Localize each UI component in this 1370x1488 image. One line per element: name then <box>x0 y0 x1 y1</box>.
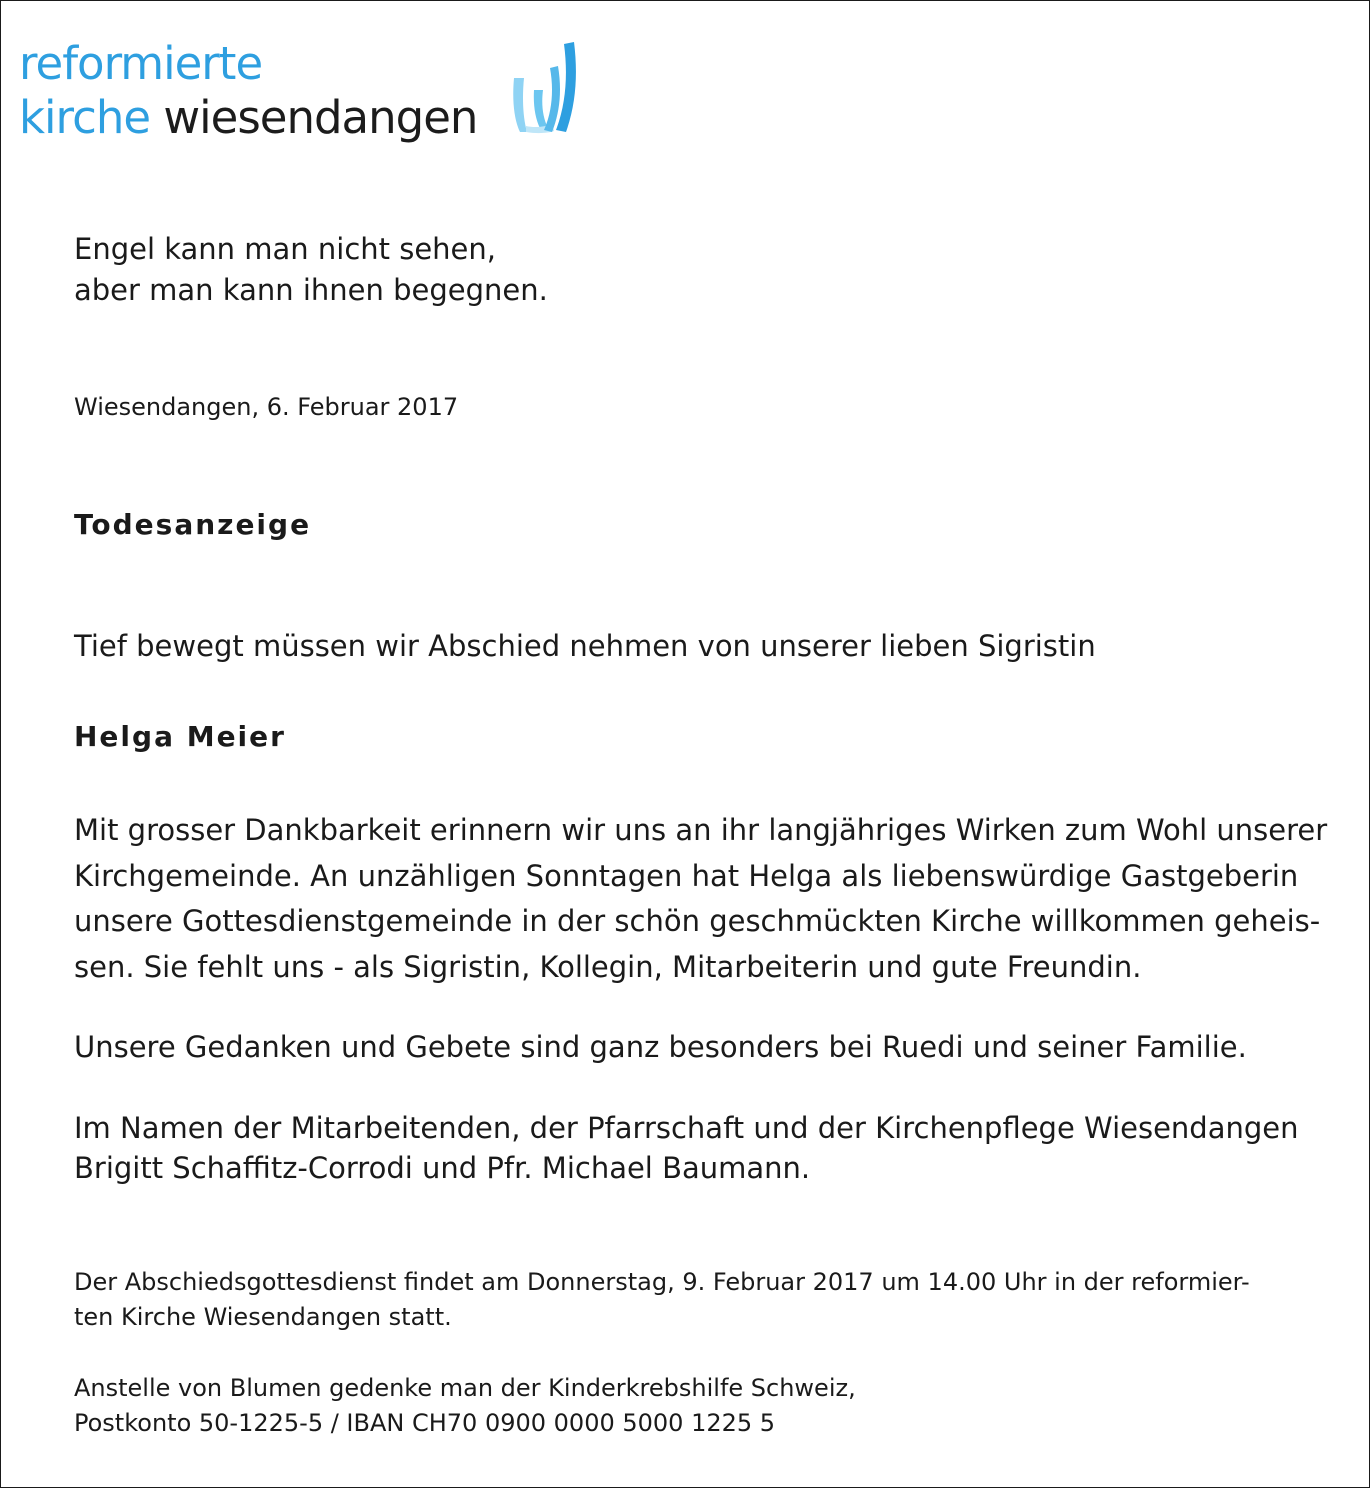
signature-block <box>74 1108 1299 1188</box>
tribute-line: Mit grosser Dankbarkeit erinnern wir uns an ihr langjähriges Wirken zum Wohl unserer <box>74 813 1328 847</box>
signature-line-2: Brigitt Schaffitz-Corrodi und Pfr. Michael Baumann. <box>74 1151 811 1185</box>
place-date: Wiesendangen, 6. Februar 2017 <box>74 393 459 421</box>
thoughts-paragraph: Unsere Gedanken und Gebete sind ganz besonders bei Ruedi und seiner Familie. <box>74 1030 1247 1064</box>
service-line-1: Der Abschiedsgottesdienst findet am Donnerstag, 9. Februar 2017 um 14.00 Uhr in der reformier- <box>74 1268 1250 1296</box>
tribute-line: sen. Sie fehlt uns - als Sigristin, Kollegin, Mitarbeiterin und gute Freundin. <box>74 949 1142 984</box>
notice-title: Todesanzeige <box>74 508 312 541</box>
tribute-line: unsere Gottesdienstgemeinde in der schön geschmückten Kirche willkommen geheis- <box>74 904 1321 938</box>
donation-line-1: Anstelle von Blumen gedenke man der Kinderkrebshilfe Schweiz, <box>74 1374 856 1402</box>
motto-line-2: aber man kann ihnen begegnen. <box>74 273 548 307</box>
donation-info <box>74 1371 856 1441</box>
deceased-name: Helga Meier <box>74 720 286 753</box>
logo-text-line1: reformierte <box>19 37 263 90</box>
motto <box>74 229 548 311</box>
logo-word-wiesendangen: wiesendangen <box>163 91 478 144</box>
intro-text: Tief bewegt müssen wir Abschied nehmen von unserer lieben Sigristin <box>74 629 1096 663</box>
tribute-paragraph <box>74 808 1327 990</box>
logo-word-kirche: kirche <box>19 91 151 144</box>
donation-line-2: Postkonto 50-1225-5 / IBAN CH70 0900 0000 5000 1225 5 <box>74 1409 776 1437</box>
motto-line-1: Engel kann man nicht sehen, <box>74 232 497 266</box>
service-line-2: ten Kirche Wiesendangen statt. <box>74 1303 452 1331</box>
logo-text-line2 <box>19 91 478 144</box>
signature-line-1: Im Namen der Mitarbeitenden, der Pfarrschaft und der Kirchenpflege Wiesendangen <box>74 1111 1299 1145</box>
tribute-line: Kirchgemeinde. An unzähligen Sonntagen hat Helga als liebenswürdige Gastgeberin <box>74 858 1299 893</box>
service-info <box>74 1265 1250 1335</box>
ribbon-w-logo-icon <box>506 38 584 136</box>
